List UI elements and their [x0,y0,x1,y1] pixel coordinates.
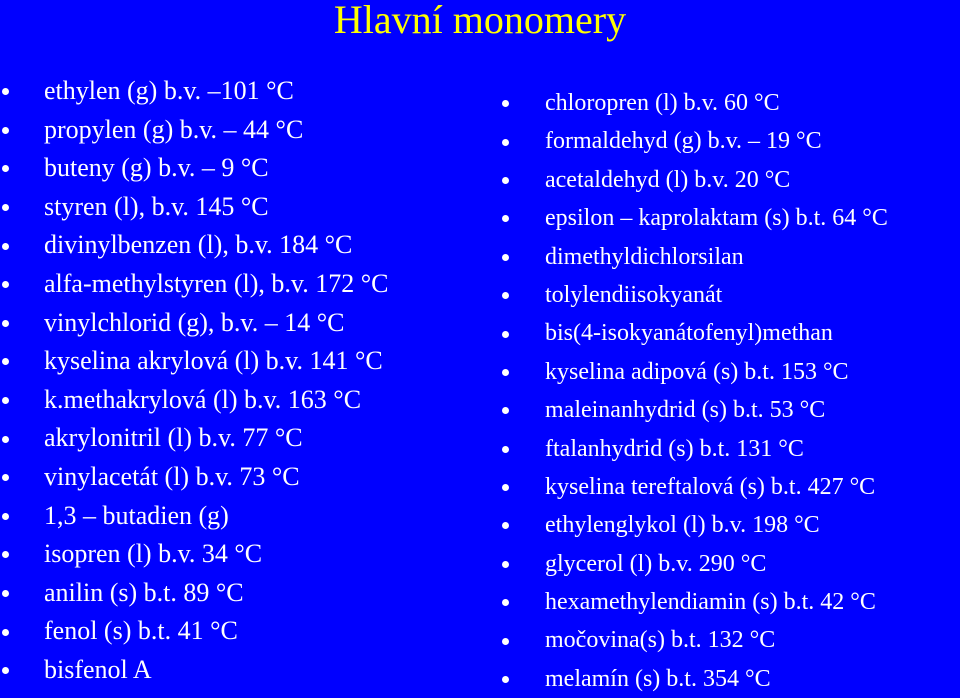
list-item [0,111,470,150]
list-item [492,122,960,160]
list-item-text: kyselina tereftalová (s) b.t. 427 °C [545,473,876,500]
bullet-icon [2,358,9,365]
list-item-text: isopren (l) b.v. 34 °C [44,539,263,569]
bullet-icon [502,177,509,184]
list-item [492,161,960,199]
list-item-text: bisfenol A [44,654,152,684]
list-item [0,265,470,304]
list-item-text: ethylen (g) b.v. –101 °C [44,76,294,105]
list-item [0,535,470,574]
list-item-text: dimethyldichlorsilan [545,243,744,270]
page-title: Hlavní monomery [333,0,627,42]
list-item-text: acetaldehyd (l) b.v. 20 °C [545,166,791,193]
list-item [0,188,470,227]
list-item [0,226,470,265]
list-item-text: 1,3 – butadien (g) [44,500,229,530]
bullet-icon [2,281,9,288]
list-item-text: propylen (g) b.v. – 44 °C [44,114,304,144]
list-item-text: ethylenglykol (l) b.v. 198 °C [545,512,820,539]
list-item [0,419,470,458]
bullet-icon [2,513,9,520]
bullet-icon [2,551,9,558]
bullet-icon [502,599,509,606]
list-item-text: bis(4-isokyanátofenyl)methan [545,320,833,347]
list-item-text: hexamethylendiamin (s) b.t. 42 °C [545,589,876,616]
bullet-icon [2,474,9,481]
list-item [492,583,960,621]
bullet-icon [502,676,509,683]
bullet-icon [2,127,9,134]
list-item [0,458,470,497]
list-item [0,574,470,613]
list-item [492,621,960,659]
list-item-text: buteny (g) b.v. – 9 °C [44,153,269,183]
bullet-icon [502,139,509,146]
list-item [0,497,470,536]
list-item [492,660,960,698]
list-item-text: alfa-methylstyren (l), b.v. 172 °C [44,268,389,298]
bullet-icon [2,88,9,95]
bullet-icon [2,320,9,327]
list-item [0,304,470,343]
list-item [0,381,470,420]
bullet-icon [502,369,509,376]
list-item [492,314,960,352]
list-item [492,199,960,237]
bullet-icon [502,215,509,222]
list-item-text: k.methakrylová (l) b.v. 163 °C [44,384,362,414]
list-item-text: chloropren (l) b.v. 60 °C [545,90,780,116]
list-item-text: fenol (s) b.t. 41 °C [44,616,238,646]
monomer-list-left [0,72,470,690]
bullet-icon [502,446,509,453]
list-item-text: vinylchlorid (g), b.v. – 14 °C [44,307,345,337]
monomer-list-right [492,84,960,698]
list-item-text: vinylacetát (l) b.v. 73 °C [44,461,300,491]
list-item-text: maleinanhydrid (s) b.t. 53 °C [545,397,826,424]
list-item-text: kyselina akrylová (l) b.v. 141 °C [44,346,383,376]
bullet-icon [2,590,9,597]
bullet-icon [502,331,509,338]
bullet-icon [502,484,509,491]
list-item [0,72,470,111]
list-item-text: styren (l), b.v. 145 °C [44,191,269,221]
list-item [492,545,960,583]
list-item [0,342,470,381]
list-item-text: močovina(s) b.t. 132 °C [545,627,776,654]
list-item-text: formaldehyd (g) b.v. – 19 °C [545,128,822,155]
bullet-icon [2,243,9,250]
list-item [0,651,470,690]
bullet-icon [502,407,509,414]
bullet-icon [502,100,509,107]
bullet-icon [2,204,9,211]
bullet-icon [502,638,509,645]
bullet-icon [2,165,9,172]
bullet-icon [502,254,509,261]
list-item [0,612,470,651]
bullet-icon [2,667,9,674]
list-item-text: kyselina adipová (s) b.t. 153 °C [545,358,849,385]
list-item [492,276,960,314]
list-item-text: melamín (s) b.t. 354 °C [545,665,771,692]
list-item [492,430,960,468]
bullet-icon [502,292,509,299]
list-item [492,84,960,122]
list-item-text: tolylendiisokyanát [545,281,723,308]
list-item [492,238,960,276]
list-item-text: anilin (s) b.t. 89 °C [44,577,244,607]
list-item [492,353,960,391]
list-item-text: ftalanhydrid (s) b.t. 131 °C [545,435,804,462]
bullet-icon [2,629,9,636]
list-item [492,391,960,429]
bullet-icon [2,436,9,443]
bullet-icon [2,397,9,404]
list-item-text: epsilon – kaprolaktam (s) b.t. 64 °C [545,205,888,232]
list-item [0,149,470,188]
list-item [492,468,960,506]
bullet-icon [502,561,509,568]
list-item-text: divinylbenzen (l), b.v. 184 °C [44,230,353,260]
list-item-text: akrylonitril (l) b.v. 77 °C [44,423,303,453]
list-item-text: glycerol (l) b.v. 290 °C [545,550,767,577]
bullet-icon [502,522,509,529]
list-item [492,506,960,544]
